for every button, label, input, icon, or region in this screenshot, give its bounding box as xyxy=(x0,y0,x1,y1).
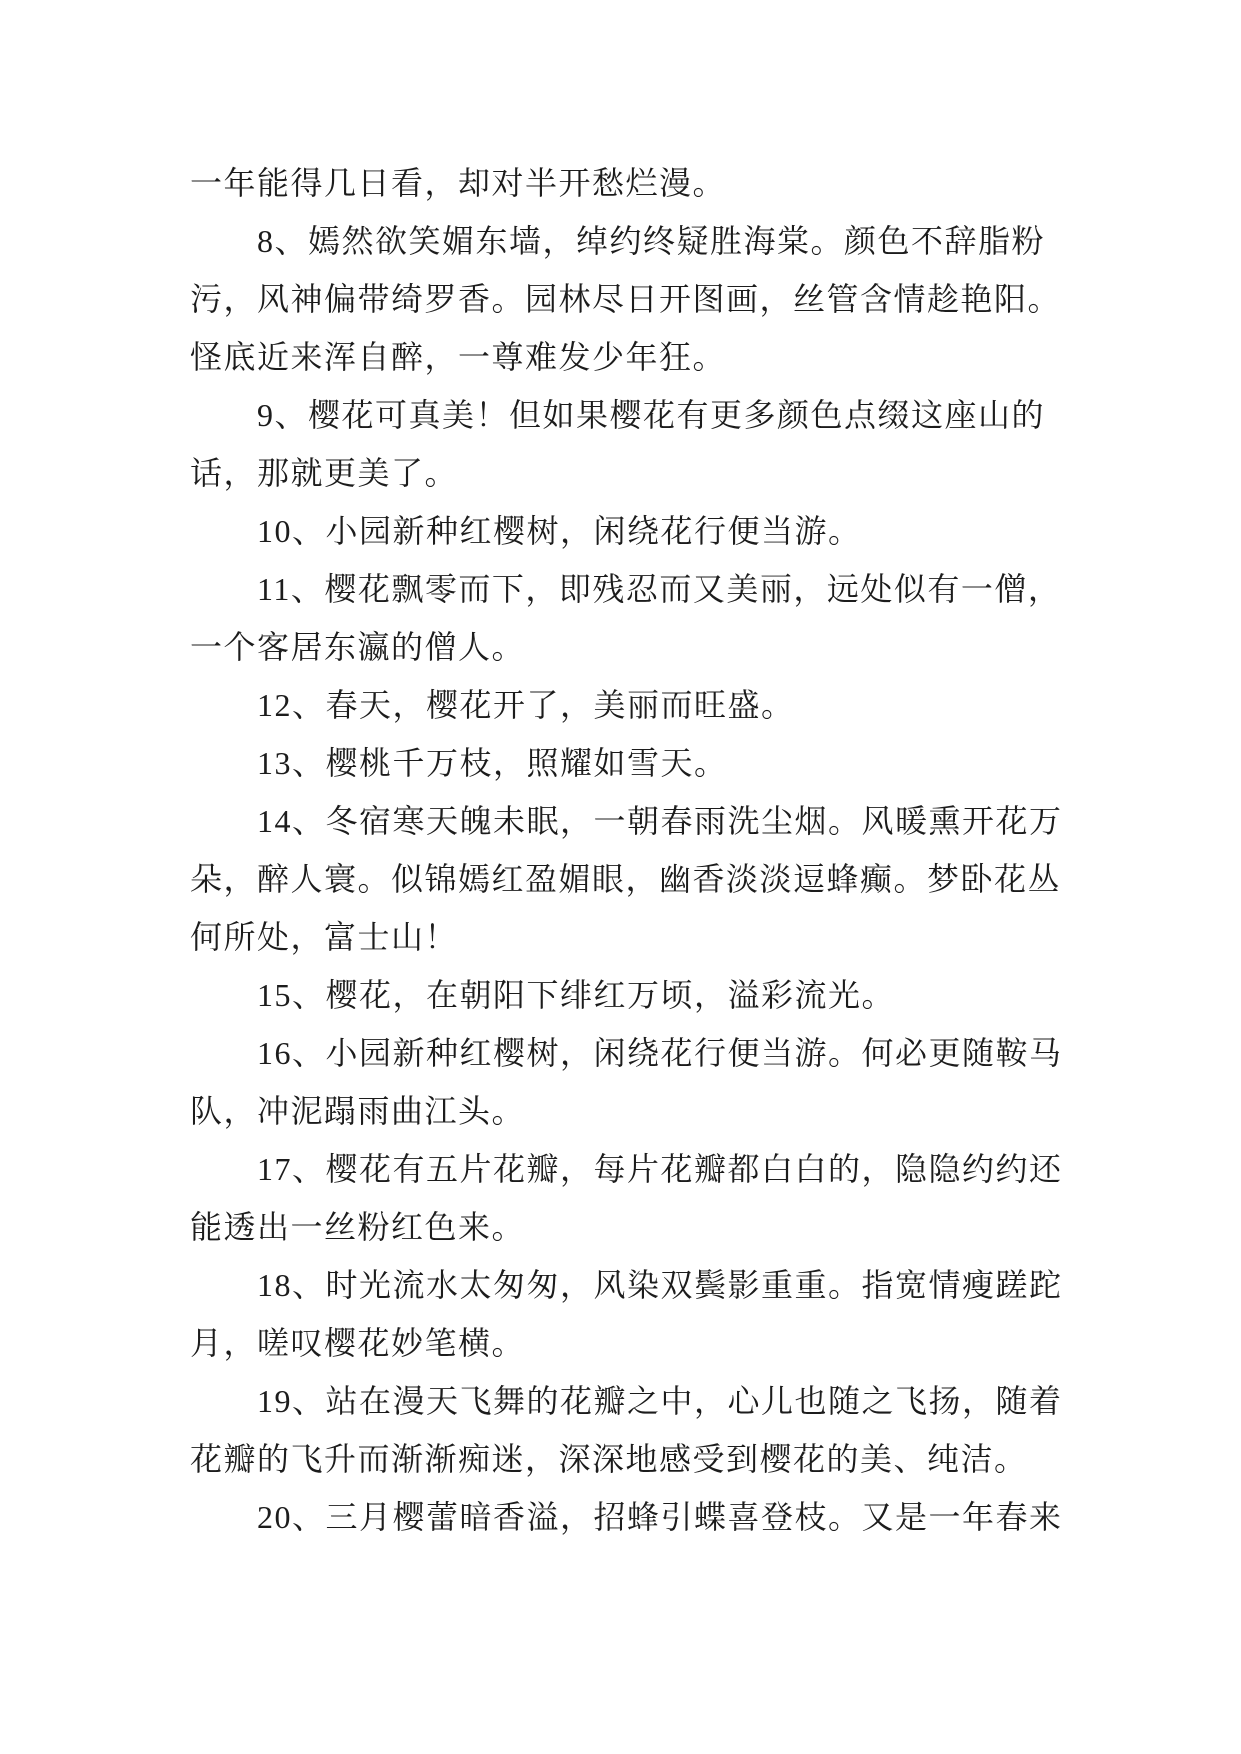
paragraph xyxy=(190,792,1070,966)
paragraph xyxy=(190,1024,1070,1140)
text-line: 污，风神偏带绮罗香。园林尽日开图画，丝管含情趁艳阳。 xyxy=(190,281,1062,317)
text-line: 一年能得几日看，却对半开愁烂漫。 xyxy=(190,165,727,201)
text-line: 19、站在漫天飞舞的花瓣之中，心儿也随之飞扬，随着 xyxy=(257,1383,1063,1419)
paragraph xyxy=(190,734,1070,792)
text-line: 14、冬宿寒天魄未眠，一朝春雨洗尘烟。风暖熏开花万 xyxy=(257,803,1063,839)
body-text xyxy=(190,154,1070,1546)
paragraph xyxy=(190,1372,1070,1488)
text-line: 8、嫣然欲笑媚东墙，绰约终疑胜海棠。颜色不辞脂粉 xyxy=(257,223,1046,259)
text-line: 话，那就更美了。 xyxy=(190,455,459,491)
text-line: 10、小园新种红樱树，闲绕花行便当游。 xyxy=(257,513,862,549)
text-line: 16、小园新种红樱树，闲绕花行便当游。何必更随鞍马 xyxy=(257,1035,1063,1071)
text-line: 朵，醉人寰。似锦嫣红盈媚眼，幽香淡淡逗蜂癫。梦卧花丛 xyxy=(190,861,1062,897)
text-line: 18、时光流水太匆匆，风染双鬓影重重。指宽情瘦蹉跎 xyxy=(257,1267,1063,1303)
text-line: 20、三月樱蕾暗香溢，招蜂引蝶喜登枝。又是一年春来 xyxy=(257,1499,1063,1535)
text-line: 何所处，富士山！ xyxy=(190,919,459,955)
text-line: 13、樱桃千万枝，照耀如雪天。 xyxy=(257,745,728,781)
paragraph xyxy=(190,212,1070,386)
text-line: 9、樱花可真美！但如果樱花有更多颜色点缀这座山的 xyxy=(257,397,1046,433)
paragraph xyxy=(190,1140,1070,1256)
paragraph xyxy=(190,560,1070,676)
text-line: 能透出一丝粉红色来。 xyxy=(190,1209,526,1245)
text-line: 15、樱花，在朝阳下绯红万顷，溢彩流光。 xyxy=(257,977,896,1013)
paragraph xyxy=(190,154,1070,212)
paragraph xyxy=(190,676,1070,734)
text-line: 队，冲泥蹋雨曲江头。 xyxy=(190,1093,526,1129)
text-line: 17、樱花有五片花瓣，每片花瓣都白白的，隐隐约约还 xyxy=(257,1151,1063,1187)
text-line: 11、樱花飘零而下，即残忍而又美丽，远处似有一僧， xyxy=(257,571,1062,607)
paragraph xyxy=(190,386,1070,502)
paragraph xyxy=(190,966,1070,1024)
text-line: 怪底近来浑自醉，一尊难发少年狂。 xyxy=(190,339,727,375)
text-line: 12、春天，樱花开了，美丽而旺盛。 xyxy=(257,687,795,723)
paragraph xyxy=(190,1488,1070,1546)
paragraph xyxy=(190,1256,1070,1372)
text-line: 一个客居东瀛的僧人。 xyxy=(190,629,526,665)
text-line: 花瓣的飞升而渐渐痴迷，深深地感受到樱花的美、纯洁。 xyxy=(190,1441,1028,1477)
text-line: 月，嗟叹樱花妙笔横。 xyxy=(190,1325,526,1361)
paragraph xyxy=(190,502,1070,560)
